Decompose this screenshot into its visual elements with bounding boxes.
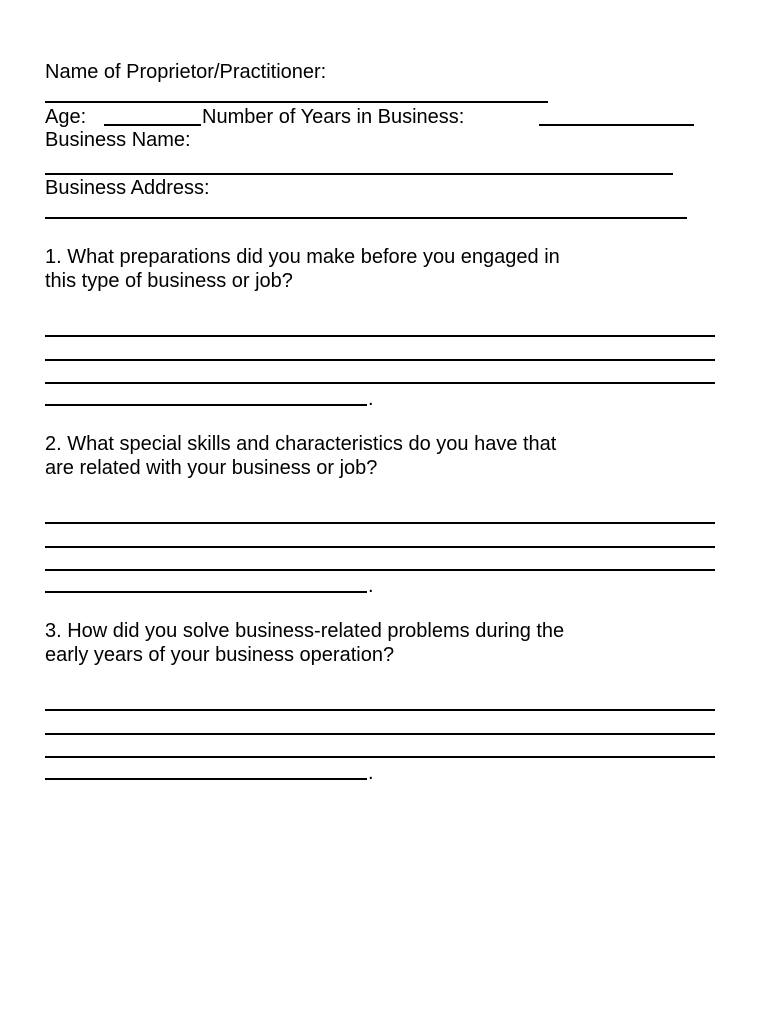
question-3-answer-line[interactable] xyxy=(45,733,715,735)
question-1-end-mark: . xyxy=(368,388,374,410)
question-1-answer-line-short[interactable] xyxy=(45,404,367,406)
business-address-label: Business Address: xyxy=(45,177,210,199)
years-answer-line[interactable] xyxy=(539,124,694,126)
question-1-answer-line[interactable] xyxy=(45,335,715,337)
question-3-line-1: 3. How did you solve business-related problems during the xyxy=(45,620,565,642)
question-3-answer-line-short[interactable] xyxy=(45,778,367,780)
question-1-answer-line[interactable] xyxy=(45,382,715,384)
question-2-line-1: 2. What special skills and characteristics do you have that xyxy=(45,433,557,455)
question-2-end-mark: . xyxy=(368,575,374,597)
business-name-label: Business Name: xyxy=(45,129,191,151)
question-2-answer-line[interactable] xyxy=(45,546,715,548)
age-label: Age: xyxy=(45,106,87,128)
question-1-line-1: 1. What preparations did you make before you engaged in xyxy=(45,246,560,268)
question-3-line-2: early years of your business operation? xyxy=(45,644,395,666)
question-2-answer-line[interactable] xyxy=(45,522,715,524)
question-2-line-2: are related with your business or job? xyxy=(45,457,378,479)
years-in-business-label: Number of Years in Business: xyxy=(202,106,465,128)
question-2-answer-line[interactable] xyxy=(45,569,715,571)
proprietor-label: Name of Proprietor/Practitioner: xyxy=(45,61,327,83)
business-address-answer-line[interactable] xyxy=(45,217,687,219)
question-1-answer-line[interactable] xyxy=(45,359,715,361)
business-name-answer-line[interactable] xyxy=(45,173,673,175)
age-answer-line[interactable] xyxy=(104,124,201,126)
question-3-end-mark: . xyxy=(368,762,374,784)
question-1-line-2: this type of business or job? xyxy=(45,270,293,292)
question-3-answer-line[interactable] xyxy=(45,709,715,711)
question-3-answer-line[interactable] xyxy=(45,756,715,758)
proprietor-answer-line[interactable] xyxy=(45,101,548,103)
question-2-answer-line-short[interactable] xyxy=(45,591,367,593)
